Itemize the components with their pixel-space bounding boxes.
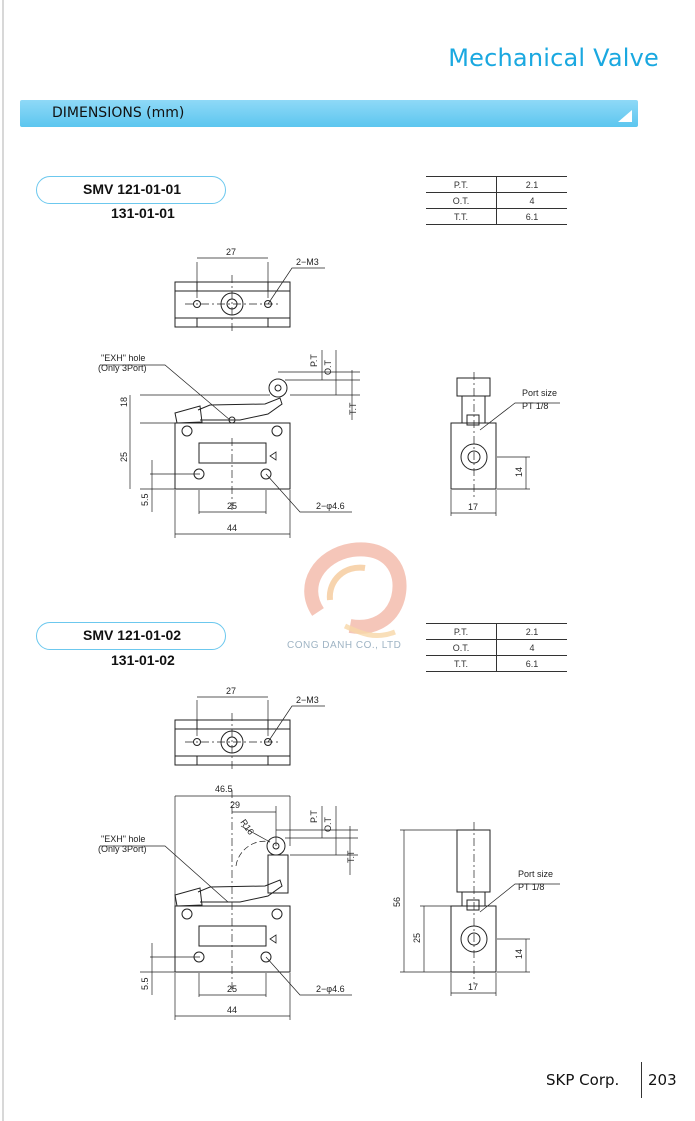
spec-key: T.T. bbox=[426, 656, 497, 672]
spec-key: P.T. bbox=[426, 177, 497, 193]
spec-value: 2.1 bbox=[497, 624, 568, 640]
dim-label: 2−M3 bbox=[296, 695, 319, 705]
dim-label: R16 bbox=[238, 817, 257, 837]
spec-key: O.T. bbox=[426, 193, 497, 209]
model-1-name: SMV 121-01-01 bbox=[83, 181, 182, 197]
section-title: DIMENSIONS (mm) bbox=[52, 105, 185, 121]
model-1-sub: 131-01-01 bbox=[111, 205, 175, 221]
dim-label: 56 bbox=[392, 896, 402, 907]
dim-label: T.T bbox=[348, 402, 358, 415]
dim-label: 14 bbox=[514, 948, 524, 959]
dim-label: T.T bbox=[346, 850, 356, 863]
dim-label: O.T bbox=[323, 817, 333, 832]
dim-label: 2−φ4.6 bbox=[316, 984, 345, 994]
drawing-2-top-view bbox=[175, 697, 325, 771]
dim-label: 25 bbox=[119, 451, 129, 462]
dim-label: 25 bbox=[227, 984, 238, 994]
spec-value: 2.1 bbox=[497, 177, 568, 193]
spec-key: P.T. bbox=[426, 624, 497, 640]
dim-label: 46.5 bbox=[215, 784, 233, 794]
spec-value: 6.1 bbox=[497, 656, 568, 672]
dim-label: 18 bbox=[119, 396, 129, 407]
spec-key: O.T. bbox=[426, 640, 497, 656]
spec-value: 4 bbox=[497, 640, 568, 656]
drawing-2-side-view bbox=[400, 822, 560, 996]
dim-label: 44 bbox=[227, 523, 238, 533]
page-title: Mechanical Valve bbox=[448, 44, 659, 72]
dim-label: 14 bbox=[514, 466, 524, 477]
dim-label: 5.5 bbox=[140, 493, 150, 506]
model-2-sub: 131-01-02 bbox=[111, 652, 175, 668]
dim-label: "EXH" hole bbox=[101, 353, 146, 363]
dim-label: 5.5 bbox=[140, 977, 150, 990]
dim-label: Port size bbox=[518, 869, 554, 879]
dim-label: 17 bbox=[468, 982, 479, 992]
dim-label: 27 bbox=[226, 247, 237, 257]
dim-label: P.T bbox=[309, 354, 319, 367]
dim-label: P.T bbox=[309, 810, 319, 823]
dim-label: 29 bbox=[230, 800, 241, 810]
dim-label: 25 bbox=[227, 501, 238, 511]
dim-label: 17 bbox=[468, 502, 479, 512]
watermark-text: CONG DANH CO., LTD bbox=[287, 640, 402, 651]
drawing-2-labels bbox=[98, 686, 553, 1015]
footer-divider bbox=[641, 1062, 642, 1098]
spec-value: 6.1 bbox=[497, 209, 568, 225]
dim-label: 2−M3 bbox=[296, 257, 319, 267]
drawing-1-top-view bbox=[175, 258, 325, 333]
dim-label: PT 1/8 bbox=[518, 882, 545, 892]
dim-label: 27 bbox=[226, 686, 237, 696]
dim-label: 44 bbox=[227, 1005, 238, 1015]
dim-label: 25 bbox=[412, 932, 422, 943]
dim-label: (Only 3Port) bbox=[98, 363, 147, 373]
dim-label: Port size bbox=[522, 388, 558, 398]
spec-value: 4 bbox=[497, 193, 568, 209]
model-2-name: SMV 121-01-02 bbox=[83, 627, 182, 643]
dim-label: O.T bbox=[323, 360, 333, 375]
drawing-1-labels bbox=[98, 247, 557, 533]
spec-key: T.T. bbox=[426, 209, 497, 225]
dim-label: PT 1/8 bbox=[522, 401, 549, 411]
page-number: 203 bbox=[648, 1071, 677, 1089]
dim-label: 2−φ4.6 bbox=[316, 501, 345, 511]
dim-label: "EXH" hole bbox=[101, 834, 146, 844]
footer-company: SKP Corp. bbox=[546, 1071, 620, 1089]
dim-label: (Only 3Port) bbox=[98, 844, 147, 854]
